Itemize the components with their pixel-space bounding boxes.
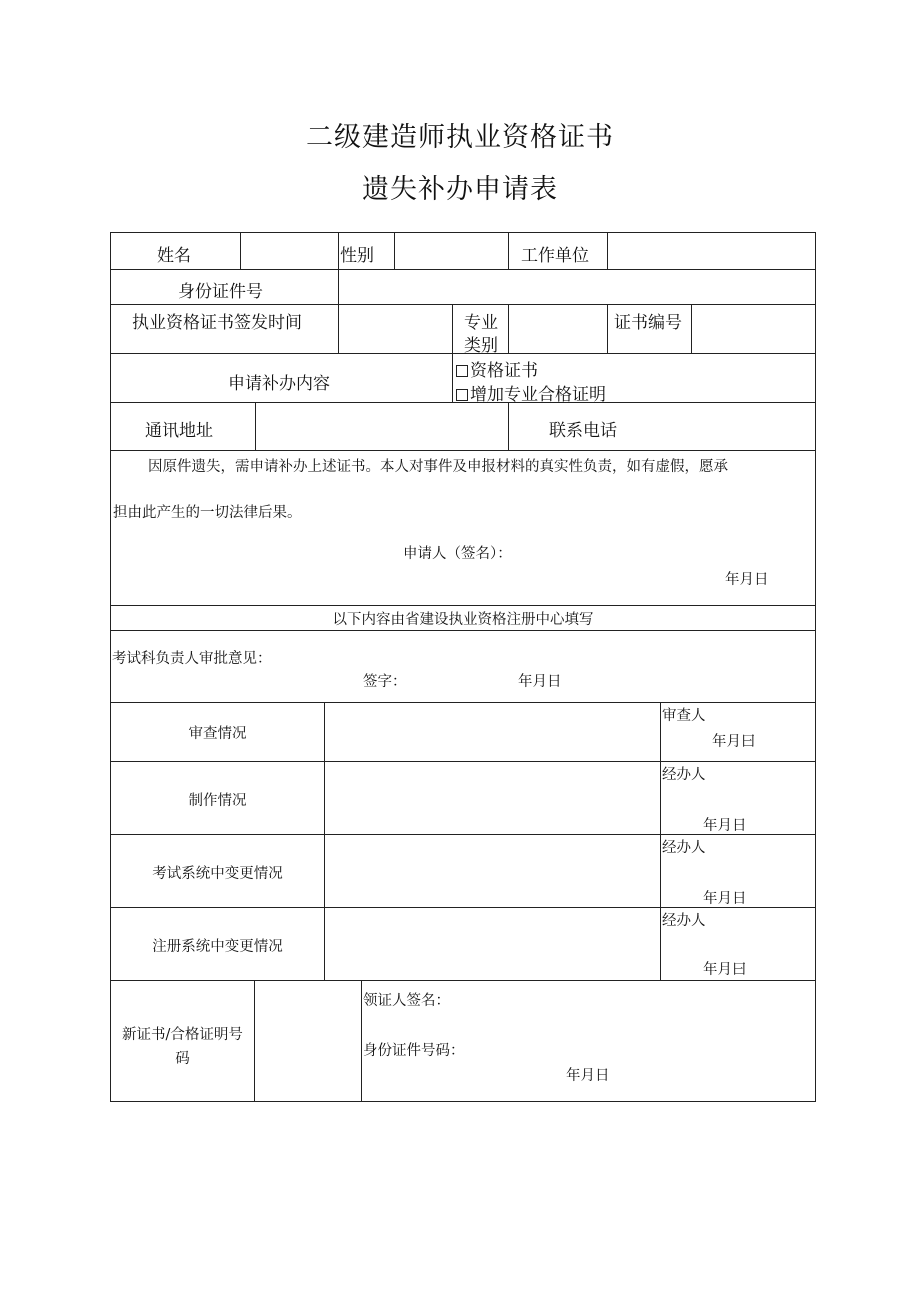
new-cert-number-label-line-2: 码 (175, 1051, 190, 1067)
application-form-table (110, 232, 816, 1102)
receipt-date: 年月日 (566, 1068, 610, 1084)
option-specialty[interactable] (456, 380, 606, 405)
receiver-id-label: 身份证件号码： (363, 1043, 465, 1059)
approval-opinion-label: 考试科负责人审批意见： (112, 651, 272, 667)
reviewer-label: 审查人 (662, 708, 706, 724)
row-divider (111, 980, 815, 981)
phone-label: 联系电话 (549, 421, 617, 441)
column-divider (338, 269, 339, 304)
exam-system-change-label: 考试系统中变更情况 (152, 866, 283, 882)
column-divider (508, 304, 509, 353)
column-divider (255, 402, 256, 450)
receiver-signature-label: 领证人签名： (363, 993, 450, 1009)
row-divider (111, 450, 815, 451)
column-divider (361, 980, 362, 1102)
column-divider (607, 233, 608, 269)
declaration-line-1: 因原件遗失，需申请补办上述证书。本人对事件及申报材料的真实性负责，如有虚假，愿承 (148, 459, 728, 475)
exam-system-handler-label: 经办人 (662, 840, 706, 856)
new-cert-number-label-line-1: 新证书/合格证明号 (122, 1027, 243, 1043)
column-divider (338, 233, 339, 269)
cert-number-label: 证书编号 (614, 313, 682, 333)
production-date: 年月日 (703, 818, 747, 834)
production-status-label: 制作情况 (188, 793, 247, 809)
issue-date-label: 执业资格证书签发时间 (132, 313, 302, 333)
registration-system-handler-label: 经办人 (662, 913, 706, 929)
column-divider (240, 233, 241, 269)
id-number-label: 身份证件号 (178, 282, 263, 302)
exam-system-date: 年月日 (703, 891, 747, 907)
column-divider (452, 304, 453, 353)
column-divider (691, 304, 692, 353)
row-divider (111, 304, 815, 305)
reissue-content-label: 申请补办内容 (228, 374, 330, 394)
option-cert[interactable] (456, 356, 538, 381)
review-status-label: 审查情况 (188, 726, 247, 742)
specialty-label-line-2: 类别 (464, 336, 498, 356)
approval-sign-label: 签字： (363, 674, 407, 690)
column-divider (394, 233, 395, 269)
row-divider (111, 353, 815, 354)
checkbox-icon[interactable] (456, 365, 468, 377)
approval-date: 年月日 (518, 674, 562, 690)
column-divider (660, 702, 661, 980)
column-divider (324, 702, 325, 980)
column-divider (452, 353, 453, 402)
center-fill-header: 以下内容由省建设执业资格注册中心填写 (332, 612, 594, 628)
column-divider (508, 402, 509, 450)
declaration-line-2: 担由此产生的一切法律后果。 (113, 505, 302, 521)
column-divider (508, 233, 509, 269)
option-cert-label: 资格证书 (470, 361, 538, 381)
checkbox-icon[interactable] (456, 389, 468, 401)
registration-system-date: 年月曰 (703, 962, 747, 978)
row-divider (111, 630, 815, 631)
production-handler-label: 经办人 (662, 767, 706, 783)
row-divider (111, 761, 815, 762)
column-divider (607, 304, 608, 353)
name-label: 姓名 (157, 246, 191, 266)
column-divider (254, 980, 255, 1102)
row-divider (111, 702, 815, 703)
registration-system-change-label: 注册系统中变更情况 (152, 939, 283, 955)
address-label: 通讯地址 (145, 421, 213, 441)
row-divider (111, 605, 815, 606)
form-title-line-1: 二级建造师执业资格证书 (306, 122, 614, 153)
option-specialty-label: 增加专业合格证明 (470, 385, 606, 405)
employer-label: 工作单位 (521, 246, 589, 266)
specialty-label-line-1: 专业 (464, 313, 498, 333)
applicant-signature-label: 申请人（签名）： (403, 546, 512, 562)
gender-label: 性别 (340, 246, 374, 266)
row-divider (111, 269, 815, 270)
column-divider (338, 304, 339, 353)
review-date: 年月曰 (712, 734, 756, 750)
form-title-line-2: 遗失补办申请表 (362, 174, 558, 205)
declaration-date: 年月日 (725, 572, 769, 588)
